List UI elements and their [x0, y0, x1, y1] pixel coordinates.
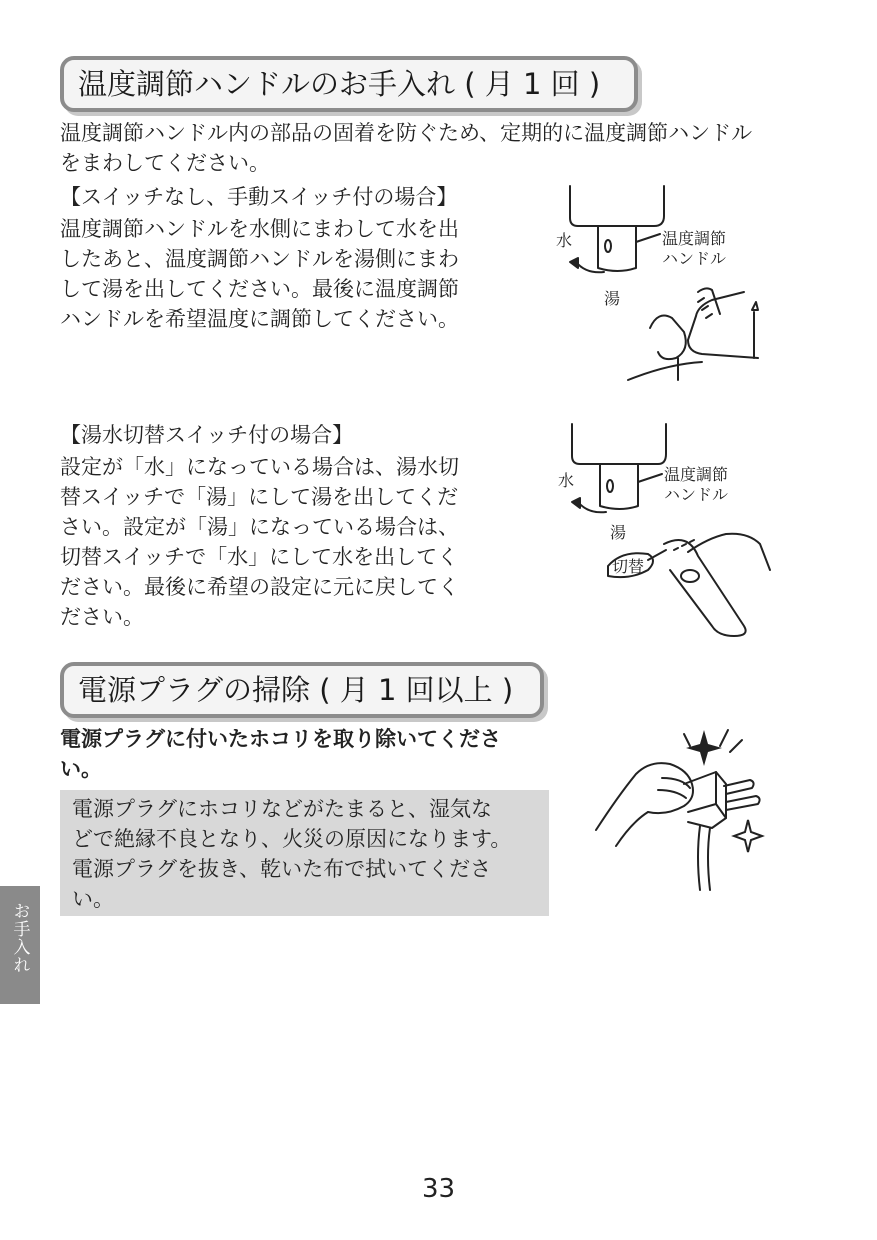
fig1-water-label: 水 [556, 231, 573, 250]
plug-instruction-line-2: い。 [60, 757, 102, 781]
plug-warning-note [60, 790, 549, 916]
plug-cleaning-illustration [592, 726, 772, 892]
fig2-hot-label: 湯 [610, 523, 627, 542]
fig1-handle-label-2: ハンドル [662, 249, 727, 268]
case2-title: 【湯水切替スイッチ付の場合】 [60, 423, 354, 447]
case1-line-4: ハンドルを希望温度に調節してください。 [60, 307, 459, 331]
case2-line-2: 替スイッチで「湯」にして湯を出してくだ [60, 485, 459, 509]
note-line-4: い。 [72, 887, 114, 911]
section-heading-handle-care: 温度調節ハンドルのお手入れ ( 月 1 回 ) [60, 56, 638, 112]
note-line-1: 電源プラグにホコリなどがたまると、湿気な [72, 797, 492, 821]
case1-title: 【スイッチなし、手動スイッチ付の場合】 [60, 185, 458, 209]
fig2-handle-label-2: ハンドル [664, 485, 729, 504]
fig2-water-label: 水 [558, 471, 575, 490]
fig1-handle-label-1: 温度調節 [662, 229, 727, 248]
plug-instruction-line-1: 電源プラグに付いたホコリを取り除いてくださ [60, 727, 501, 751]
case2-line-3: さい。設定が「湯」になっている場合は、 [60, 515, 459, 539]
case1-line-2: したあと、温度調節ハンドルを湯側にまわ [60, 247, 459, 271]
note-line-2: どで絶縁不良となり、火災の原因になります。 [72, 827, 512, 851]
note-line-3: 電源プラグを抜き、乾いた布で拭いてくださ [72, 857, 492, 881]
case2-line-4: 切替スイッチで「水」にして水を出してく [60, 545, 459, 569]
case2-line-5: ださい。最後に希望の設定に元に戻してく [60, 575, 459, 599]
fig2-switch-label: 切替 [612, 557, 645, 576]
case1-line-1: 温度調節ハンドルを水側にまわして水を出 [60, 217, 459, 241]
fig2-handle-label-1: 温度調節 [664, 465, 729, 484]
case2-line-1: 設定が「水」になっている場合は、湯水切 [60, 455, 459, 479]
case2-line-6: ださい。 [60, 605, 144, 629]
faucet-switch-illustration [548, 420, 780, 640]
intro-line-2: をまわしてください。 [60, 151, 270, 175]
faucet-handle-illustration [548, 182, 780, 382]
section-heading-plug-cleaning: 電源プラグの掃除 ( 月 1 回以上 ) [60, 662, 544, 718]
case1-line-3: して湯を出してください。最後に温度調節 [60, 277, 459, 301]
fig1-hot-label: 湯 [604, 289, 621, 308]
side-tab-care: お手入れ [0, 886, 40, 1004]
page-number: 33 [421, 1174, 456, 1204]
intro-line-1: 温度調節ハンドル内の部品の固着を防ぐため、定期的に温度調節ハンドル [60, 121, 753, 145]
